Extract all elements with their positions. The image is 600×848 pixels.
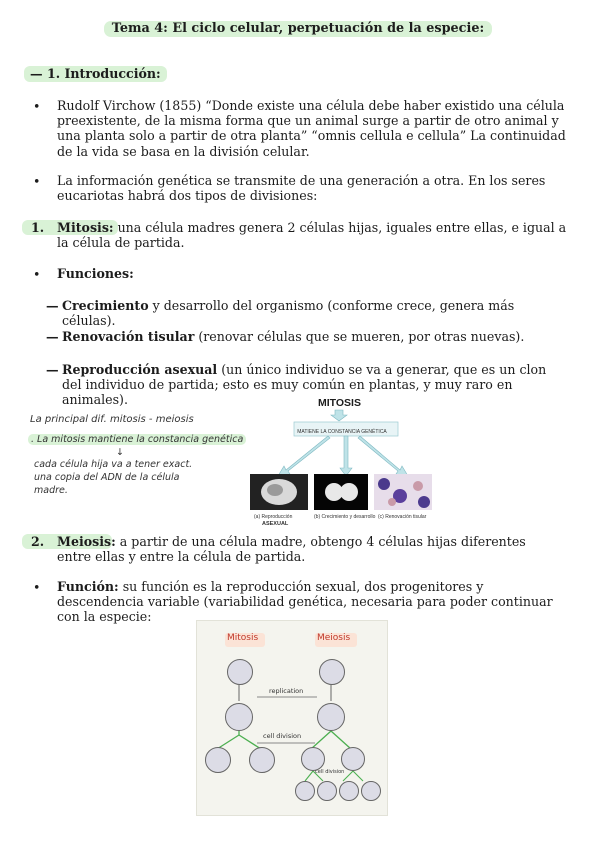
arrow-right-icon — [358, 436, 408, 476]
caption-reproduccion: (a) Reproducción — [254, 514, 293, 520]
cell-right — [340, 483, 358, 501]
funcion-reproduccion — [62, 362, 562, 408]
arrow-down-icon — [331, 410, 347, 421]
funciones-heading: Funciones: — [57, 266, 134, 281]
dash-marker: — — [46, 362, 59, 377]
mitosis-box-label: MATIENE LA CONSTANCIA GENÉTICA — [297, 429, 387, 435]
bullet-marker: • — [33, 99, 41, 114]
gamete-cell — [361, 781, 381, 801]
arrow-mid-icon — [340, 436, 352, 476]
meiosis-definition: a partir de una célula madre, obtengo 4 células hijas diferentes entre ellas y entre la célula de partida. — [57, 534, 526, 565]
item-number-2: 2. — [31, 534, 45, 549]
paragraph-virchow: Rudolf Virchow (1855) “Donde existe una célula debe haber existido una célula preexistente, de la misma forma que un animal surge a partir de otro animal y una planta solo a partir de otra planta” “omnis cellula e cellula” La continuidad de la vida se basa en la división celular. — [57, 98, 566, 159]
crecimiento-label: Crecimiento — [62, 298, 149, 313]
crecimiento-text: y desarrollo del organismo (conforme crece, genera más células). — [62, 298, 515, 329]
diagram-celldivision-label: cell division — [263, 732, 302, 740]
gamete-cell — [295, 781, 315, 801]
mitosis-label: Mitosis: — [57, 220, 114, 235]
mitosis-figure-title: MITOSIS — [318, 397, 361, 409]
caption-renovacion: (c) Renovación tisular — [378, 514, 427, 520]
bullet-marker: • — [33, 580, 41, 595]
renovacion-text: (renovar células que se mueren, por otras nuevas). — [194, 329, 525, 344]
dash-marker: — — [46, 329, 59, 344]
dash-marker: — — [46, 298, 59, 313]
funcion-renovacion — [62, 329, 562, 344]
bullet-marker: • — [33, 174, 41, 189]
funcion-text: su función es la reproducción sexual, dos progenitores y descendencia variable (variabilidad genética, necesaria para poder continuar con la especie: — [57, 579, 553, 625]
replicated-cell-meiosis — [317, 703, 345, 731]
bullet-marker: • — [33, 267, 41, 282]
meiosis-intermediate-cell — [301, 747, 325, 771]
reproduccion-text: (un único individuo se va a generar, que es un clon del individuo de partida; esto es muy común en plantas, y muy raro en animales). — [62, 362, 547, 408]
paragraph-funcion — [57, 579, 569, 625]
page-title: Tema 4: El ciclo celular, perpetuación de la especie: — [104, 21, 492, 37]
diagram-celldivision-label-2: cell division — [315, 769, 345, 775]
daughter-cell — [249, 747, 275, 773]
handwritten-note-5: madre. — [34, 485, 68, 496]
replicated-cell-mitosis — [225, 703, 253, 731]
mitosis-meiosis-diagram — [196, 620, 388, 816]
reproduccion-label: Reproducción asexual — [62, 362, 218, 377]
caption-asexual: ASEXUAL — [262, 521, 289, 527]
gamete-cell — [339, 781, 359, 801]
gamete-cell — [317, 781, 337, 801]
item-number-1: 1. — [31, 220, 45, 235]
handwritten-note-2: . La mitosis mantiene la constancia genética — [28, 434, 246, 445]
paragraph-mitosis — [57, 220, 569, 250]
paragraph-meiosis — [57, 534, 557, 564]
meiosis-label: Meiosis: — [57, 534, 116, 549]
arrow-left-icon — [278, 436, 330, 476]
handwritten-note-4: una copia del ADN de la célula — [34, 472, 180, 483]
diagram-replication-label: replication — [269, 687, 304, 695]
funcion-label: Función: — [57, 579, 119, 594]
paragraph-genetic-info: La información genética se transmite de una generación a otra. En los seres eucariotas habrá dos tipos de divisiones: — [57, 173, 546, 204]
renovacion-label: Renovación tisular — [62, 329, 195, 344]
diagram-meiosis-label: Meiosis — [317, 633, 351, 643]
handwritten-note-1: La principal dif. mitosis - meiosis — [30, 414, 194, 425]
meiosis-intermediate-cell — [341, 747, 365, 771]
handwritten-note-3: cada célula hija va a tener exact. — [34, 459, 193, 470]
mitosis-figure — [250, 408, 440, 530]
caption-crecimiento: (b) Crecimiento y desarrollo — [314, 514, 376, 520]
handwritten-arrow: ↓ — [116, 447, 124, 458]
diagram-mitosis-label: Mitosis — [227, 633, 259, 643]
funcion-crecimiento — [62, 298, 562, 328]
mitosis-definition: una célula madres genera 2 células hijas, iguales entre ellas, e igual a la célula de partida. — [57, 220, 567, 251]
daughter-cell — [205, 747, 231, 773]
section-heading-introduccion: — 1. Introducción: — [24, 66, 167, 82]
